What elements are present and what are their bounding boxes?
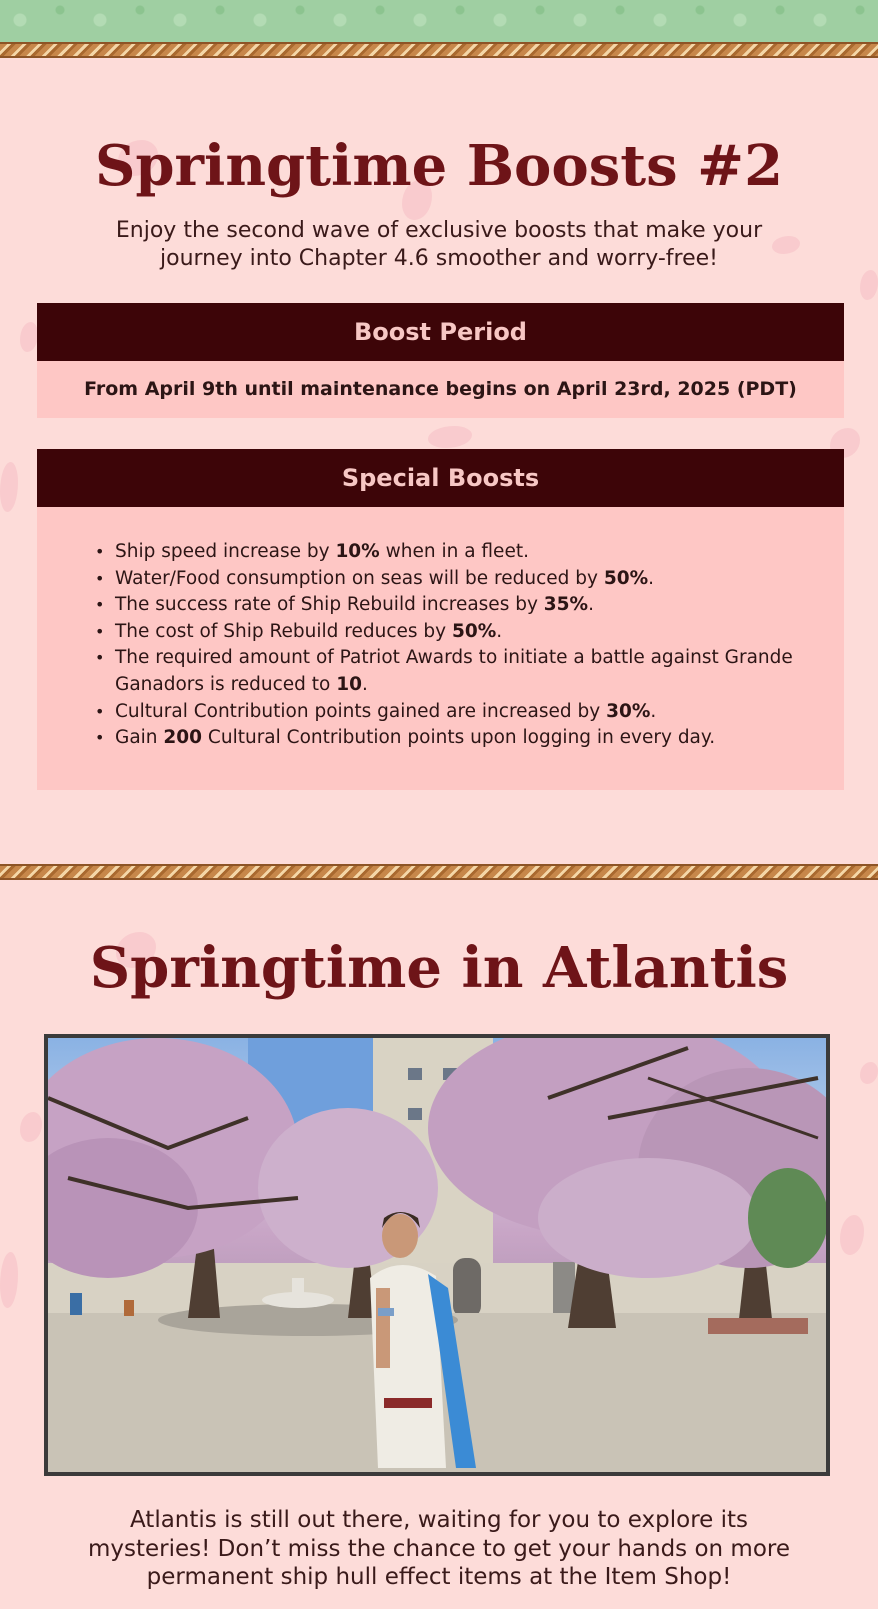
boost-item-text: .	[588, 594, 594, 616]
boost-item-value: 30%	[606, 700, 651, 722]
boost-item	[95, 592, 804, 619]
boost-period-panel	[37, 361, 844, 418]
boost-item-value: 50%	[451, 620, 497, 642]
special-boosts-panel	[37, 507, 844, 790]
boost-period-heading: Boost Period	[37, 303, 844, 361]
intro-line: journey into Chapter 4.6 smoother and worry-free!	[160, 246, 718, 271]
outro-line: permanent ship hull effect items at the Item Shop!	[146, 1564, 732, 1590]
boost-item-text: Cultural Contribution points upon logging in every day.	[202, 727, 716, 749]
boost-item	[95, 566, 804, 593]
boost-item-value: 50%	[603, 567, 649, 589]
atlantis-scene	[48, 1038, 826, 1472]
boost-item-text: The required amount of Patriot Awards to initiate a battle against Grande Ganadors is reduced to	[115, 647, 793, 695]
petal-decoration	[20, 322, 38, 352]
intro-text	[100, 217, 778, 273]
outro-line: mysteries! Don’t miss the chance to get your hands on more	[88, 1535, 790, 1562]
top-floral-banner	[0, 0, 878, 42]
petal-decoration	[860, 1062, 878, 1084]
page-title: Springtime Boosts #2	[94, 133, 784, 199]
petal-decoration	[860, 270, 878, 300]
atlantis-screenshot	[44, 1034, 830, 1476]
boost-item-value: 10%	[335, 541, 380, 562]
boost-item-text: Gain	[115, 727, 164, 749]
boost-item-text: The success rate of Ship Rebuild increases by	[115, 594, 544, 616]
rope-divider	[0, 42, 878, 58]
petal-decoration	[0, 1252, 18, 1308]
boost-item-value: 35%	[543, 594, 589, 616]
boost-item	[95, 645, 804, 698]
petal-decoration	[20, 1112, 42, 1142]
intro-line: Enjoy the second wave of exclusive boosts that make your	[115, 218, 763, 243]
petal-decoration	[0, 462, 18, 512]
boost-item-text: .	[496, 620, 503, 642]
petal-decoration	[428, 426, 472, 448]
boost-item-text: .	[362, 673, 368, 695]
rope-divider	[0, 864, 878, 880]
boost-item	[95, 539, 804, 566]
boost-item-text: .	[648, 567, 655, 589]
boost-item-text: when in a fleet.	[379, 541, 529, 562]
boost-item-text: Water/Food consumption on seas will be reduced by	[115, 567, 604, 589]
boost-period-text: From April 9th until maintenance begins on April 23rd, 2025 (PDT)	[84, 378, 797, 400]
boost-item-text: .	[650, 700, 657, 722]
boost-item	[95, 699, 804, 726]
boost-item	[95, 725, 804, 752]
boost-item-text: The cost of Ship Rebuild reduces by	[115, 620, 452, 642]
section-title: Springtime in Atlantis	[89, 935, 789, 1001]
outro-line: Atlantis is still out there, waiting for you to explore its	[129, 1507, 749, 1533]
boost-item-value: 200	[163, 727, 203, 749]
outro-text	[80, 1506, 798, 1592]
boost-item-text: Cultural Contribution points gained are increased by	[115, 700, 607, 722]
special-boosts-heading: Special Boosts	[37, 449, 844, 507]
boost-item-text: Ship speed increase by	[115, 541, 336, 562]
boost-item-value: 10	[336, 673, 363, 695]
boost-item	[95, 619, 804, 646]
boost-list	[37, 507, 844, 752]
petal-decoration	[840, 1215, 864, 1255]
